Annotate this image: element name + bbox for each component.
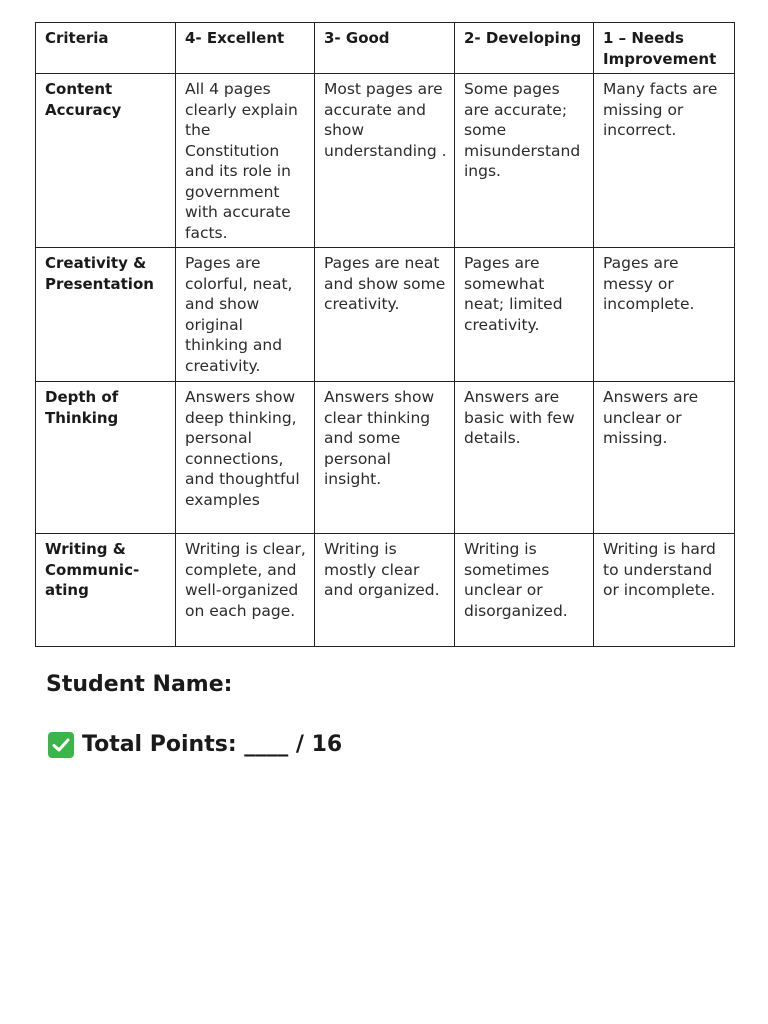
table-row	[36, 248, 735, 382]
level-cell: Writing is sometimes unclear or disorganized.	[455, 534, 594, 647]
level-cell: Writing is mostly clear and organized.	[315, 534, 455, 647]
level-cell: Pages are messy or incomplete.	[594, 248, 735, 382]
level-cell: All 4 pages clearly explain the Constitution and its role in government with accurate facts.	[176, 74, 315, 248]
level-cell: Pages are somewhat neat; limited creativity.	[455, 248, 594, 382]
rubric-table	[35, 22, 735, 647]
total-points-line	[48, 730, 342, 760]
level-cell: Answers show deep thinking, personal connections, and thoughtful examples	[176, 382, 315, 534]
criteria-cell: Writing & Communic-ating	[36, 534, 176, 647]
header-criteria: Criteria	[36, 23, 176, 74]
criteria-cell: Depth of Thinking	[36, 382, 176, 534]
level-cell: Pages are neat and show some creativity.	[315, 248, 455, 382]
level-cell: Writing is hard to understand or incomplete.	[594, 534, 735, 647]
level-cell: Many facts are missing or incorrect.	[594, 74, 735, 248]
table-row	[36, 382, 735, 534]
total-points-label: Total Points: ____ / 16	[82, 732, 343, 757]
level-cell: Answers are basic with few details.	[455, 382, 594, 534]
header-developing: 2- Developing	[455, 23, 594, 74]
level-cell: Pages are colorful, neat, and show original thinking and creativity.	[176, 248, 315, 382]
level-cell: Writing is clear, complete, and well-organized on each page.	[176, 534, 315, 647]
student-name-label: Student Name:	[46, 672, 233, 697]
header-good: 3- Good	[315, 23, 455, 74]
criteria-cell: Creativity & Presentation	[36, 248, 176, 382]
header-needs-improvement: 1 – Needs Improvement	[594, 23, 735, 74]
header-excellent: 4- Excellent	[176, 23, 315, 74]
criteria-cell: Content Accuracy	[36, 74, 176, 248]
table-row	[36, 534, 735, 647]
level-cell: Answers are unclear or missing.	[594, 382, 735, 534]
level-cell: Most pages are accurate and show understanding .	[315, 74, 455, 248]
check-mark-icon	[48, 732, 74, 758]
level-cell: Answers show clear thinking and some personal insight.	[315, 382, 455, 534]
table-row	[36, 74, 735, 248]
rubric-header-row	[36, 23, 735, 74]
level-cell: Some pages are accurate; some misunderstand ings.	[455, 74, 594, 248]
